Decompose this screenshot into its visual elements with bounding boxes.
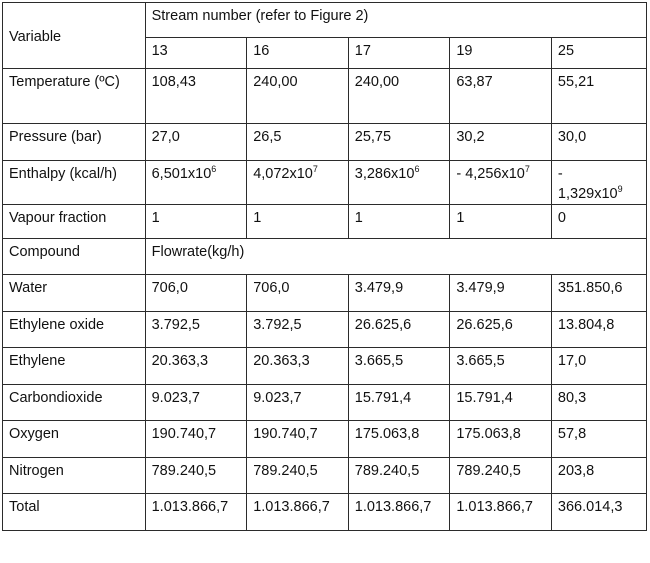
property-value-cell: 1 xyxy=(247,205,349,239)
flowrate-value-cell: 15.791,4 xyxy=(348,385,450,421)
stream-number-cell: 16 xyxy=(247,38,349,69)
flowrate-value-cell: 13.804,8 xyxy=(551,312,646,348)
property-value-cell: 1 xyxy=(348,205,450,239)
flowrate-value-cell: 789.240,5 xyxy=(348,458,450,494)
flowrate-value-cell: 3.665,5 xyxy=(348,348,450,385)
header-row xyxy=(3,3,647,38)
flowrate-value-cell: 26.625,6 xyxy=(450,312,552,348)
property-value-cell: 25,75 xyxy=(348,124,450,161)
enthalpy-value-cell xyxy=(551,161,646,205)
enthalpy-exponent: 7 xyxy=(524,164,530,174)
compound-row xyxy=(3,494,647,531)
flowrate-value-cell: 789.240,5 xyxy=(145,458,247,494)
flowrate-value-cell: 175.063,8 xyxy=(348,421,450,458)
flowrate-value-cell: 789.240,5 xyxy=(450,458,552,494)
property-value-cell: 240,00 xyxy=(348,69,450,124)
compound-label: Carbondioxide xyxy=(3,385,146,421)
enthalpy-base: - 4,256x10 xyxy=(456,166,525,182)
enthalpy-value-cell xyxy=(348,161,450,205)
flowrate-value-cell: 3.792,5 xyxy=(145,312,247,348)
flowrate-value-cell: 3.479,9 xyxy=(450,275,552,312)
stream-number-header: Stream number (refer to Figure 2) xyxy=(145,3,646,38)
stream-table-body xyxy=(3,3,647,531)
flowrate-value-cell: 175.063,8 xyxy=(450,421,552,458)
flowrate-header: Flowrate(kg/h) xyxy=(145,239,646,275)
enthalpy-base xyxy=(558,166,618,202)
flowrate-value-cell: 57,8 xyxy=(551,421,646,458)
property-value-cell: 108,43 xyxy=(145,69,247,124)
property-row xyxy=(3,124,647,161)
enthalpy-mantissa: 1,329x10 xyxy=(557,186,618,202)
flowrate-value-cell: 15.791,4 xyxy=(450,385,552,421)
variable-header: Variable xyxy=(3,3,146,69)
flowrate-value-cell: 366.014,3 xyxy=(551,494,646,531)
enthalpy-exponent: 6 xyxy=(414,164,420,174)
stream-number-cell: 19 xyxy=(450,38,552,69)
compound-label: Ethylene oxide xyxy=(3,312,146,348)
enthalpy-exponent: 6 xyxy=(211,164,217,174)
flowrate-value-cell: 3.792,5 xyxy=(247,312,349,348)
flowrate-value-cell: 3.479,9 xyxy=(348,275,450,312)
property-label: Pressure (bar) xyxy=(3,124,146,161)
enthalpy-base: 4,072x10 xyxy=(253,166,313,182)
flowrate-value-cell: 3.665,5 xyxy=(450,348,552,385)
property-value-cell: 30,0 xyxy=(551,124,646,161)
compound-row xyxy=(3,385,647,421)
enthalpy-exponent: 9 xyxy=(617,184,623,194)
flowrate-value-cell: 1.013.866,7 xyxy=(247,494,349,531)
flowrate-value-cell: 706,0 xyxy=(247,275,349,312)
compound-label: Total xyxy=(3,494,146,531)
flowrate-value-cell: 9.023,7 xyxy=(247,385,349,421)
compound-row xyxy=(3,421,647,458)
flowrate-value-cell: 1.013.866,7 xyxy=(145,494,247,531)
flowrate-value-cell: 26.625,6 xyxy=(348,312,450,348)
property-value-cell: 240,00 xyxy=(247,69,349,124)
compound-header-row xyxy=(3,239,647,275)
flowrate-value-cell: 20.363,3 xyxy=(247,348,349,385)
property-value-cell: 1 xyxy=(450,205,552,239)
compound-label: Water xyxy=(3,275,146,312)
property-label: Enthalpy (kcal/h) xyxy=(3,161,146,205)
property-row xyxy=(3,69,647,124)
enthalpy-value-cell xyxy=(450,161,552,205)
compound-label: Oxygen xyxy=(3,421,146,458)
flowrate-value-cell: 351.850,6 xyxy=(551,275,646,312)
property-value-cell: 26,5 xyxy=(247,124,349,161)
flowrate-value-cell: 9.023,7 xyxy=(145,385,247,421)
stream-number-cell: 17 xyxy=(348,38,450,69)
compound-header: Compound xyxy=(3,239,146,275)
compound-label: Ethylene xyxy=(3,348,146,385)
enthalpy-exponent: 7 xyxy=(312,164,318,174)
flowrate-value-cell: 20.363,3 xyxy=(145,348,247,385)
stream-number-cell: 13 xyxy=(145,38,247,69)
flowrate-value-cell: 203,8 xyxy=(551,458,646,494)
enthalpy-minus: - xyxy=(557,166,563,182)
compound-row xyxy=(3,312,647,348)
property-value-cell: 55,21 xyxy=(551,69,646,124)
property-value-cell: 30,2 xyxy=(450,124,552,161)
stream-data-table xyxy=(2,2,647,531)
flowrate-value-cell: 190.740,7 xyxy=(247,421,349,458)
flowrate-value-cell: 80,3 xyxy=(551,385,646,421)
compound-row xyxy=(3,348,647,385)
flowrate-value-cell: 17,0 xyxy=(551,348,646,385)
compound-row xyxy=(3,275,647,312)
flowrate-value-cell: 190.740,7 xyxy=(145,421,247,458)
property-value-cell: 63,87 xyxy=(450,69,552,124)
enthalpy-base: 6,501x10 xyxy=(151,166,212,182)
property-row xyxy=(3,161,647,205)
property-value-cell: 0 xyxy=(551,205,646,239)
property-value-cell: 1 xyxy=(145,205,247,239)
property-label: Temperature (ºC) xyxy=(3,69,146,124)
stream-number-cell: 25 xyxy=(551,38,646,69)
flowrate-value-cell: 789.240,5 xyxy=(247,458,349,494)
enthalpy-value-cell xyxy=(145,161,247,205)
flowrate-value-cell: 1.013.866,7 xyxy=(450,494,552,531)
flowrate-value-cell: 1.013.866,7 xyxy=(348,494,450,531)
flowrate-value-cell: 706,0 xyxy=(145,275,247,312)
compound-label: Nitrogen xyxy=(3,458,146,494)
property-row xyxy=(3,205,647,239)
compound-row xyxy=(3,458,647,494)
enthalpy-base: 3,286x10 xyxy=(354,166,415,182)
enthalpy-value-cell xyxy=(247,161,349,205)
property-label: Vapour fraction xyxy=(3,205,146,239)
property-value-cell: 27,0 xyxy=(145,124,247,161)
